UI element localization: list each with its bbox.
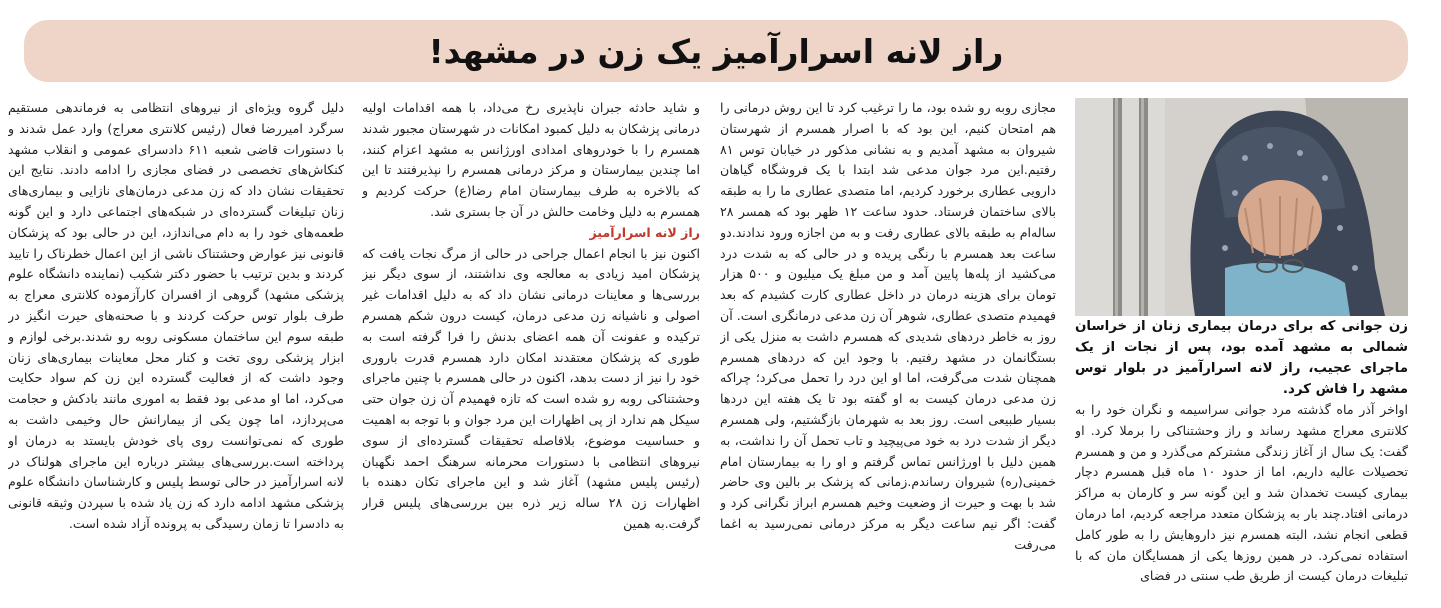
article-column-3 <box>362 98 700 603</box>
article-body-col4: دلیل گروه ویژه‌ای از نیروهای انتظامی به فرماندهی مستقیم سرگرد امیررضا فعال (رئیس کلانتری معراج) وارد عمل شدند و با دستورات قاضی شعبه ۶۱۱ دادسرای عمومی و انقلاب مشهد کنکاش‌های تخصصی در فضای مجازی را ادامه دادند. نتایج این تحقیقات نشان داد که زن مدعی درمان‌های نازایی و بیماری‌های زنان تبلیغات گسترده‌ای در شبکه‌های اجتماعی دارد و این گونه طعمه‌های خود را به دام می‌اندازد، این در حالی بود که پزشکان قانونی نیز عوارض وحشتناک ناشی از این اعمال خطرناک را تایید کردند و بدین ترتیب با حضور دکتر شکیب (نماینده دانشگاه علوم پزشکی مشهد) گروهی از افسران کارآزموده کلانتری معراج به طرف بلوار توس حرکت کردند و با صحنه‌های حیرت انگیز در طبقه سوم این ساختمان مسکونی روبه رو شدند.برخی لوازم و ابزار پزشکی روی تخت و کنار محل معاینات بیماری‌های زنان وجود داشت که از فعالیت گسترده این زن کم سواد حکایت می‌کرد، اما او مدعی بود فقط به اموری مانند بادکش و حجامت می‌پردازد، اما چون یکی از بیمارانش حال وخیمی داشت به طوری که نمی‌توانست روی پای خودش بایستد به درمان او پرداخته است.بررسی‌های بیشتر درباره این ماجرای هولناک در لانه اسرارآمیز در حالی توسط پلیس و کارشناسان دانشگاه علوم پزشکی مشهد ادامه دارد که زن یاد شده با سپردن وثیقه قانونی به دادسرا تا زمان رسیدگی به پرونده آزاد شده است. <box>8 100 344 531</box>
article-lead: زن جوانی که برای درمان بیماری زنان از خراسان شمالی به مشهد آمده بود، پس از نجات از یک ماجرای عجیب، راز لانه اسرارآمیز در بلوار توس مشهد را فاش کرد. <box>1075 319 1408 397</box>
article-title: راز لانه اسرارآمیز یک زن در مشهد! <box>428 31 1004 71</box>
article-body-col1: اواخر آذر ماه گذشته مرد جوانی سراسیمه و نگران خود را به کلانتری معراج مشهد رساند و راز وحشتناکی را برملا کرد. او گفت: یک سال از آغاز زندگی مشترکم می‌گذرد و من و همسرم تحصیلات عالیه داریم، اما از حدود ۱۰ ماه قبل همسرم دچار بیماری کیست تخمدان شد و این گونه سر و کارمان به مراکز درمانی افتاد.چند بار به پزشکان متعدد مراجعه کردیم، اما درمان قطعی انجام نشد، البته همسرم نیز داروهایش را به طور کامل استفاده نمی‌کرد. در همین روزها یکی از همسایگان مان که با تبلیغات درمان کیست از طریق طب سنتی در فضای <box>1075 402 1408 584</box>
article-column-4 <box>8 98 344 603</box>
article-body-col3-intro: و شاید حادثه جبران ناپذیری رخ می‌داد، با همه اقدامات اولیه درمانی پزشکان به دلیل کمبود امکانات در شهرستان مجبور شدند همسرم را با خودروهای امدادی اورژانس به مشهد اعزام کنند، اما چندین بیمارستان و مرکز درمانی همسرم را نپذیرفتند تا این که بالاخره به طرف بیمارستان امام رضا(ع) حرکت کردیم و همسرم به دلیل وخامت حالش در آن جا بستری شد. <box>362 100 700 219</box>
article-column-1 <box>1075 98 1408 603</box>
article-column-2 <box>720 98 1056 603</box>
article-body-col3: اکنون نیز با انجام اعمال جراحی در حالی از مرگ نجات یافت که پزشکان امید زیادی به معالجه وی نداشتند، از سوی دیگر نیز بررسی‌ها و معاینات درمانی نشان داد که به دلیل اقدامات غیر اصولی و ناشیانه زن مدعی درمان، کیست درون شکم همسرم ترکیده و عفونت آن همه اعضای بدنش را فرا گرفته است به طوری که پزشکان معتقدند امکان دارد همسرم قدرت باروری خود را نیز از دست بدهد، اکنون در حالی همسرم با چنین ماجرای وحشتناکی روبه رو شده است که تازه فهمیدم آن زن جوان حتی سیکل هم ندارد از پی اظهارات این مرد جوان و با توجه به اهمیت و حساسیت موضوع، بلافاصله تحقیقات گسترده‌ای از سوی نیروهای انتظامی با دستورات محرمانه سرهنگ احمد نگهبان (رئیس پلیس مشهد) آغاز شد و این ماجرای تکان دهنده با اظهارات زن ۲۸ ساله زیر ذره بین بررسی‌های پلیس قرار گرفت.به همین <box>362 245 700 531</box>
article-body-col2: مجازی روبه رو شده بود، ما را ترغیب کرد تا این روش درمانی را هم امتحان کنیم، این بود که با اصرار همسرم از شهرستان شیروان به مشهد آمدیم و به نشانی مذکور در خیابان توس ۸۱ رفتیم.این مرد جوان مدعی شد ابتدا با یک فروشگاه گیاهان دارویی عطاری برخورد کردیم، اما متصدی عطاری ما را به طبقه بالای ساختمان فرستاد. حدود ساعت ۱۲ ظهر بود که همسر ۲۸ ساله‌ام به طبقه بالای عطاری رفت و به من اجازه ورود ندادند.دو ساعت بعد همسرم با رنگی پریده و در حالی که به شدت درد می‌کشید از پله‌ها پایین آمد و من مبلغ یک میلیون و ۵۰۰ هزار تومان برای هزینه درمان در داخل عطاری کارت کشیدم که بعد فهمیدم متصدی عطاری، شوهر آن زن مدعی درمانگری است. آن روز به خاطر دردهای شدیدی که همسرم داشت به منزل یکی از بستگانمان در مشهد رفتیم. با وجود این که دردهای همسرم همچنان شدت می‌گرفت، اما او این درد را تحمل می‌کرد؛ چراکه زن مدعی درمان کیست به او گفته بود تا یک هفته این دردها بسیار طبیعی است. روز بعد به شهرمان بازگشتیم، ولی همسرم دیگر از شدت درد به خود می‌پیچید و تاب تحمل آن را نداشت، به همین دلیل با اورژانس تماس گرفتم و او را به بیمارستان امام خمینی(ره) شیروان رساندم.زمانی که پزشک بر بالین وی حاضر شد با بهت و حیرت از وضعیت وخیم همسرم ابراز نگرانی کرد و گفت: اگر نیم ساعت دیگر به مرکز درمانی نمی‌رسید به اغما می‌رفت <box>720 100 1056 552</box>
section-subhead: راز لانه اسرارآمیز <box>589 224 700 240</box>
headline-banner <box>24 20 1408 82</box>
woman-covering-face-photo <box>1075 98 1408 316</box>
